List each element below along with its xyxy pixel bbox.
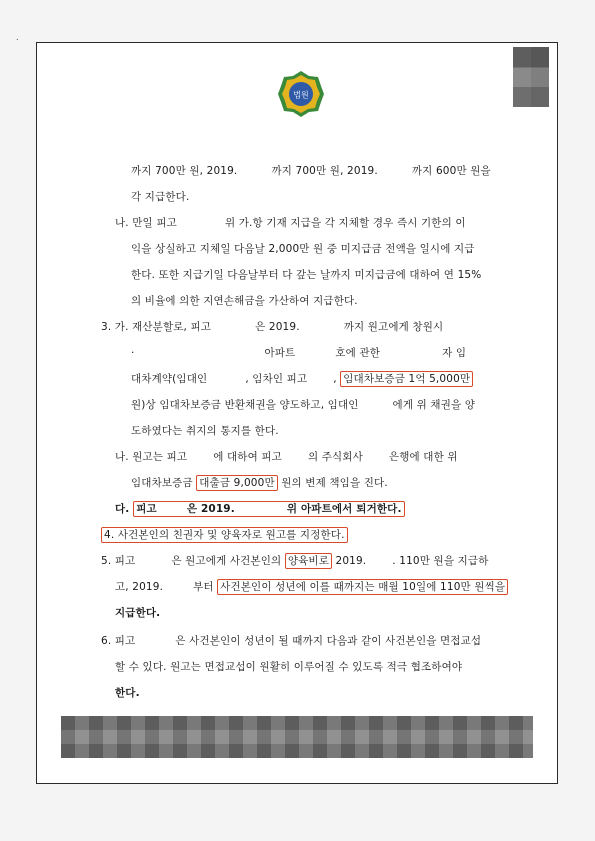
text-line xyxy=(131,371,473,387)
highlighted-loan-amount: 대출금 9,000만 xyxy=(196,475,277,491)
text-line: 한다. 또한 지급기일 다음날부터 다 갚는 날까지 미지급금에 대하여 연 15% xyxy=(131,269,482,281)
text-run: 2019. xyxy=(335,555,367,567)
text-line xyxy=(101,319,443,335)
text-run: · xyxy=(131,347,135,359)
highlighted-eviction-clause: 피고 은 2019. 위 아파트에서 퇴거한다. xyxy=(133,501,404,517)
seal-text: 법원 xyxy=(293,90,309,100)
scan-speck: . xyxy=(16,33,19,42)
text-run: 다. xyxy=(115,503,130,515)
text-line xyxy=(115,501,405,517)
text-run: 은 원고에게 사건본인의 xyxy=(171,555,282,567)
document-page xyxy=(36,42,558,784)
text-run: 까지 700만 원, 2019. xyxy=(131,165,238,177)
text-run: 나. 원고는 피고 xyxy=(115,451,188,463)
text-line xyxy=(131,345,466,361)
highlighted-child-support: 양육비로 xyxy=(285,553,332,569)
text-run: 까지 600만 원을 xyxy=(411,165,491,177)
text-line xyxy=(115,215,466,231)
text-line: 지급한다. xyxy=(115,607,161,619)
text-run: 아파트 xyxy=(264,347,296,359)
court-seal-icon xyxy=(276,69,326,119)
text-run: 대차계약(임대인 xyxy=(131,373,208,385)
text-line xyxy=(115,449,458,465)
redacted-block-bottom xyxy=(61,716,533,758)
text-run: 까지 700만 원, 2019. xyxy=(271,165,378,177)
text-run: 나. 만일 피고 xyxy=(115,217,177,229)
text-run: 원)상 임대차보증금 반환채권을 양도하고, 임대인 xyxy=(131,399,359,411)
text-line: 익을 상실하고 지체일 다음날 2,000만 원 중 미지급금 전액을 일시에 지급 xyxy=(131,243,475,255)
text-run: 에게 위 채권을 양 xyxy=(392,399,476,411)
highlighted-monthly-payment: 사건본인이 성년에 이를 때까지는 매월 10일에 110만 원씩을 xyxy=(217,579,508,595)
text-run: 호에 관한 xyxy=(335,347,381,359)
text-line xyxy=(101,527,348,543)
text-run: 원의 변제 책임을 진다. xyxy=(281,477,388,489)
text-run: , xyxy=(333,373,337,385)
text-run: 5. 피고 xyxy=(101,555,136,567)
text-line: 도하였다는 취지의 통지를 한다. xyxy=(131,425,279,437)
text-line xyxy=(101,633,481,649)
text-run: 고, 2019. xyxy=(115,581,164,593)
text-line xyxy=(101,553,489,569)
text-line xyxy=(115,579,508,595)
text-line xyxy=(131,397,475,413)
text-run: 의 주식회사 xyxy=(307,451,363,463)
text-run: 에 대하여 피고 xyxy=(213,451,282,463)
highlighted-deposit-amount: 임대차보증금 1억 5,000만 xyxy=(340,371,473,387)
text-run: 은행에 대한 위 xyxy=(388,451,458,463)
highlighted-custody-clause: 4. 사건본인의 친권자 및 양육자로 원고를 지정한다. xyxy=(101,527,348,543)
text-line xyxy=(131,163,491,179)
redacted-block-top xyxy=(513,47,549,107)
text-line: 각 지급한다. xyxy=(131,191,190,203)
text-run: , 임차인 피고 xyxy=(245,373,308,385)
text-run: 위 가.항 기재 지급을 각 지체할 경우 즉시 기한의 이 xyxy=(224,217,466,229)
text-run: . 110만 원을 지급하 xyxy=(392,555,489,567)
text-run: 임대차보증금 xyxy=(131,477,193,489)
text-run: 자 임 xyxy=(442,347,467,359)
text-run: 6. 피고 xyxy=(101,635,136,647)
text-line: 의 비율에 의한 지연손해금을 가산하여 지급한다. xyxy=(131,295,358,307)
text-run: 은 2019. xyxy=(255,321,300,333)
text-run: 3. 가. 재산분할로, 피고 xyxy=(101,321,212,333)
text-run: 부터 xyxy=(193,581,214,593)
text-line xyxy=(131,475,388,491)
text-run: 까지 원고에게 창원시 xyxy=(343,321,444,333)
text-line: 한다. xyxy=(115,687,140,699)
text-line: 할 수 있다. 원고는 면접교섭이 원활히 이루어질 수 있도록 적극 협조하여야 xyxy=(115,661,463,673)
text-run: 은 사건본인이 성년이 될 때까지 다음과 같이 사건본인을 면접교섭 xyxy=(175,635,482,647)
